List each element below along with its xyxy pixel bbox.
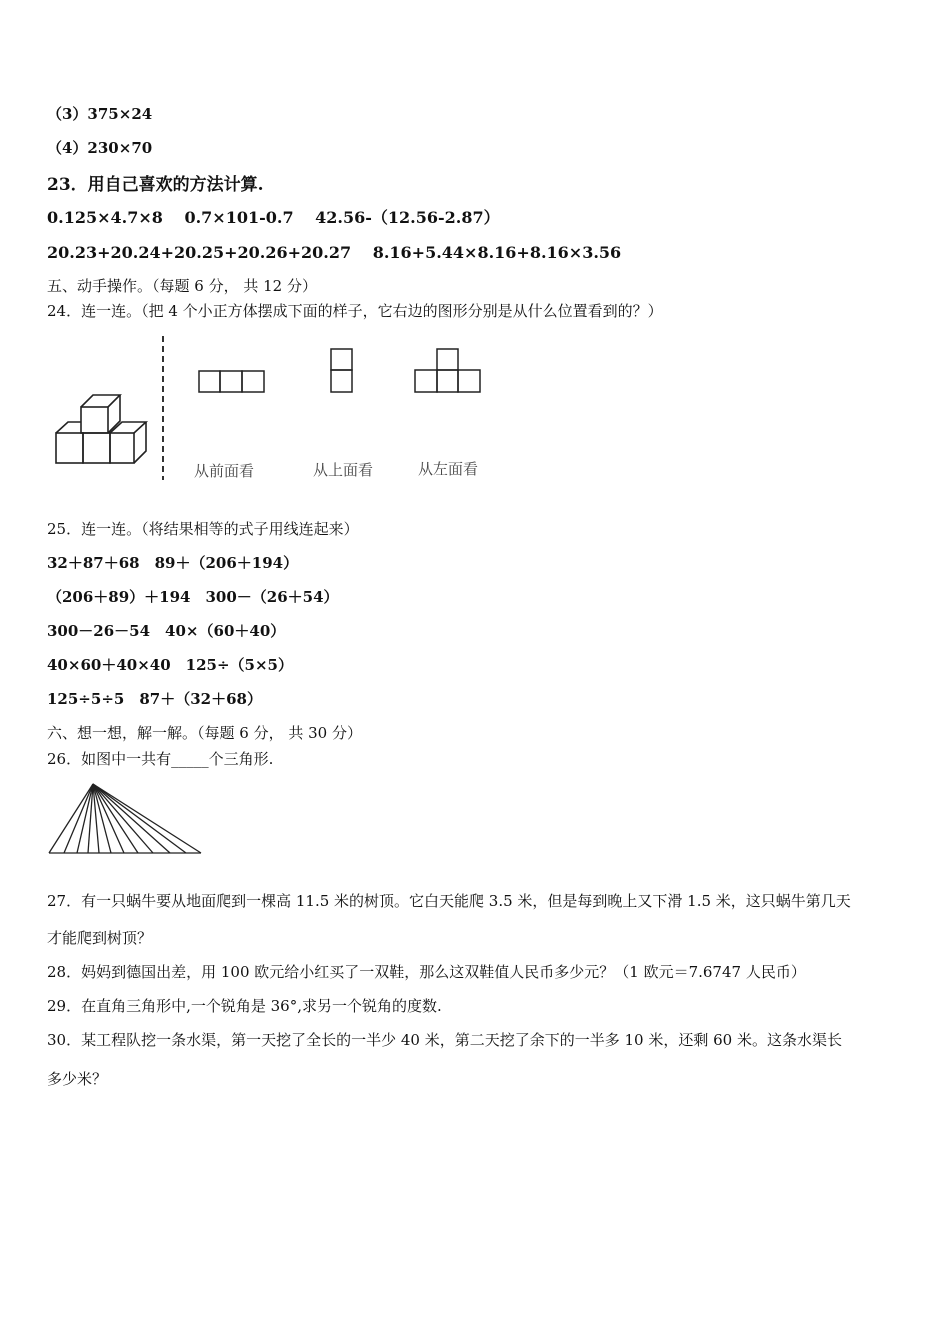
view-label-top: 从上面看	[313, 461, 374, 479]
q24-title: 24．连一连。（把 4 个小正方体摆成下面的样子，它右边的图形分别是从什么位置看到的？）	[47, 302, 663, 320]
q22-item-4: （4）230×70	[47, 139, 153, 157]
q30-line-1: 30．某工程队挖一条水渠，第一天挖了全长的一半少 40 米，第二天挖了余下的一半多 10 米，还剩 60 米。这条水渠长	[47, 1031, 842, 1049]
q25-row-1: 32＋87＋68 89＋（206＋194）	[47, 554, 299, 572]
q27-line-1: 27．有一只蜗牛要从地面爬到一棵高 11.5 米的树顶。它白天能爬 3.5 米，但是每到晚上又下滑 1.5 米，这只蜗牛第几天	[47, 892, 851, 910]
q23-row-2: 20.23+20.24+20.25+20.26+20.27 8.16+5.44×8.16+8.16×3.56	[47, 243, 622, 262]
q29-text: 29．在直角三角形中,一个锐角是 36°,求另一个锐角的度数.	[47, 997, 442, 1015]
view-label-front: 从前面看	[194, 462, 255, 480]
q30-line-2: 多少米？	[47, 1070, 108, 1088]
left-view-drawing	[415, 349, 480, 392]
q26-triangle-figure	[0, 780, 220, 860]
q25-row-4: 40×60＋40×40 125÷（5×5）	[47, 656, 293, 674]
q25-title: 25．连一连。（将结果相等的式子用线连起来）	[47, 520, 359, 538]
q25-row-2: （206＋89）＋194 300－（26＋54）	[47, 588, 339, 606]
section-6-title: 六、想一想，解一解。（每题 6 分， 共 30 分）	[47, 724, 362, 742]
q25-row-5: 125÷5÷5 87＋（32＋68）	[47, 690, 262, 708]
q25-row-3: 300－26－54 40×（60＋40）	[47, 622, 286, 640]
section-5-title: 五、动手操作。（每题 6 分， 共 12 分）	[47, 277, 317, 295]
q26-title: 26．如图中一共有_____个三角形.	[47, 750, 274, 768]
q23-title: 23．用自己喜欢的方法计算.	[47, 175, 264, 195]
top-view-drawing	[331, 349, 352, 392]
q22-item-3: （3）375×24	[47, 105, 153, 123]
q24-figure	[0, 330, 520, 490]
front-view-drawing	[199, 371, 264, 392]
cube-stack-drawing	[56, 395, 146, 463]
q23-row-1: 0.125×4.7×8 0.7×101-0.7 42.56-（12.56-2.87）	[47, 208, 500, 227]
view-label-left: 从左面看	[418, 460, 479, 478]
q27-line-2: 才能爬到树顶？	[47, 929, 153, 947]
q28-text: 28．妈妈到德国出差，用 100 欧元给小红买了一双鞋，那么这双鞋值人民币多少元？（1 欧元＝7.6747 人民币）	[47, 963, 806, 981]
